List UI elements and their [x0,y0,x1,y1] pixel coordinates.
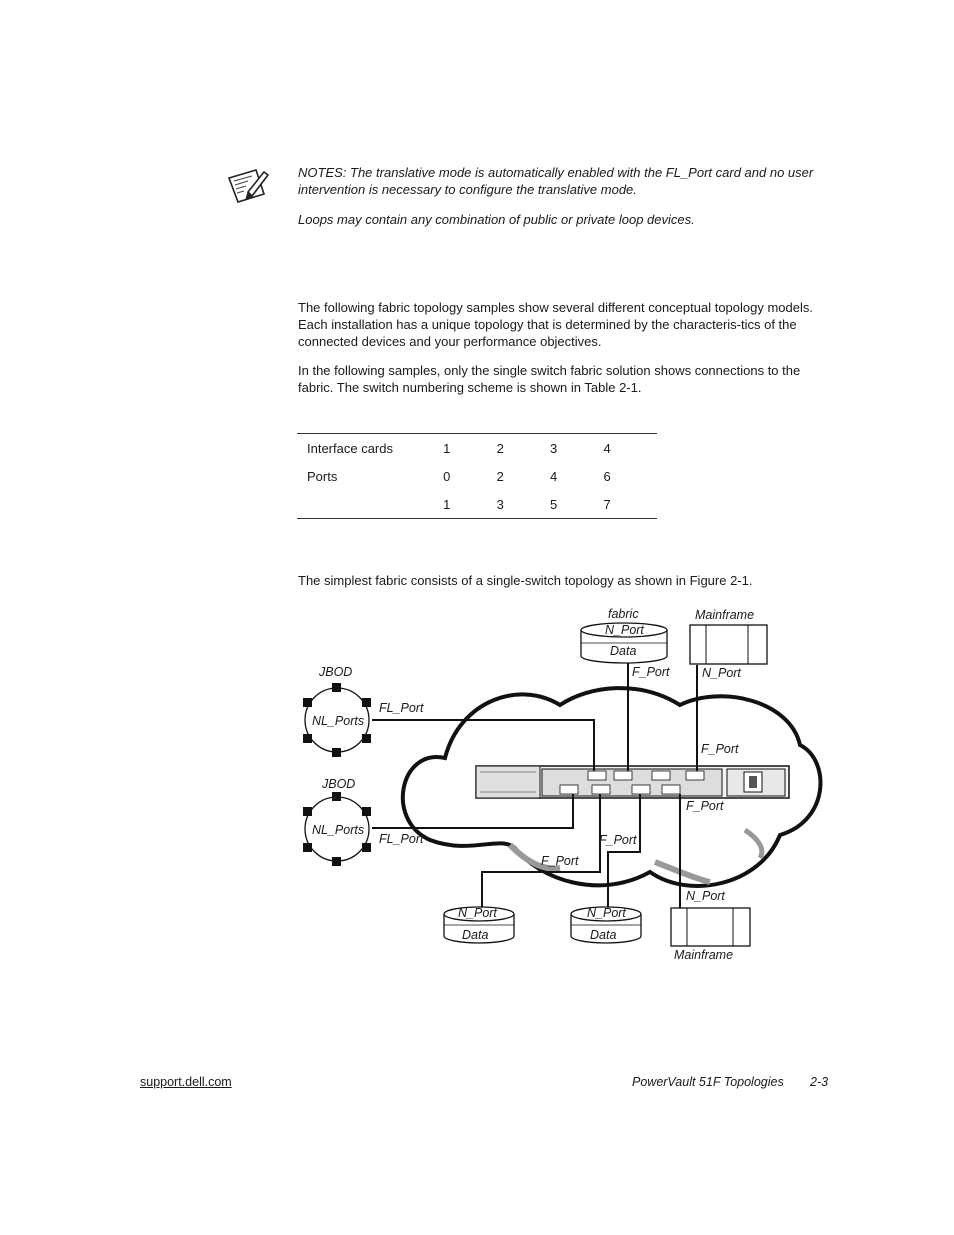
label-mainframe: Mainframe [695,608,755,622]
mainframe-bottom [671,908,750,946]
table-cell: 2 [496,440,504,456]
label-jbod: JBOD [319,665,353,679]
table-row [297,490,657,519]
body-paragraph-2: In the following samples, only the single switch fabric solution shows connections to the fabric. The switch numbering scheme is shown in Table 2-1. [298,363,801,395]
topology-figure [290,600,850,970]
label-fl-port: FL_Port [379,832,424,846]
label-n-port: N_Port [458,906,497,920]
table-row-label [297,490,443,519]
table-cell: 1 [443,496,451,512]
body-paragraph-1: The following fabric topology samples show several different conceptual topology models. Each installation has a unique topology that is determined by the characteris-tics of the connected devices and your performance objectives. [298,300,813,349]
label-data: Data [590,928,617,942]
table-cell: 6 [603,468,611,484]
label-n-port: N_Port [686,889,725,903]
footer-section-title: PowerVault 51F Topologies [632,1075,784,1089]
footer-page-number: 2-3 [810,1075,829,1089]
mainframe-top [690,625,767,664]
table-cell: 3 [550,440,558,456]
label-n-port: N_Port [702,666,741,680]
label-mainframe: Mainframe [674,948,734,962]
label-nl-ports: NL_Ports [312,714,365,728]
table-row [297,434,657,463]
label-f-port: F_Port [541,854,579,868]
table-cell: 4 [550,468,558,484]
body-paragraph-3: The simplest fabric consists of a single-switch topology as shown in Figure 2-1. [298,573,753,588]
fibre-channel-switch [476,766,789,798]
label-fl-port: FL_Port [379,701,424,715]
label-data: Data [462,928,489,942]
table-cell: 0 [443,468,451,484]
note-text-2: Loops may contain any combination of public or private loop devices. [298,212,695,227]
label-f-port: F_Port [632,665,670,679]
label-fabric: fabric [608,607,639,621]
note-pencil-icon [226,166,270,204]
footer-support-link[interactable]: support.dell.com [140,1075,232,1089]
label-n-port: N_Port [587,906,626,920]
switch-numbering-table [297,433,657,519]
note-text-1: NOTES: The translative mode is automatically enabled with the FL_Port card and no user intervention is necessary to configure the translative mode. [298,165,814,197]
label-nl-ports: NL_Ports [312,823,365,837]
label-f-port: F_Port [701,742,739,756]
table-row-label: Ports [307,468,338,484]
label-f-port: F_Port [599,833,637,847]
table-cell: 2 [496,468,504,484]
table-cell: 1 [443,440,451,456]
table-cell: 3 [496,496,504,512]
label-jbod: JBOD [322,777,356,791]
table-cell: 7 [603,496,611,512]
table-cell: 4 [603,440,611,456]
table-row [297,462,657,490]
table-cell: 5 [550,496,558,512]
label-data: Data [610,644,637,658]
table-row-label: Interface cards [307,440,393,456]
label-n-port: N_Port [605,623,644,637]
label-f-port: F_Port [686,799,724,813]
